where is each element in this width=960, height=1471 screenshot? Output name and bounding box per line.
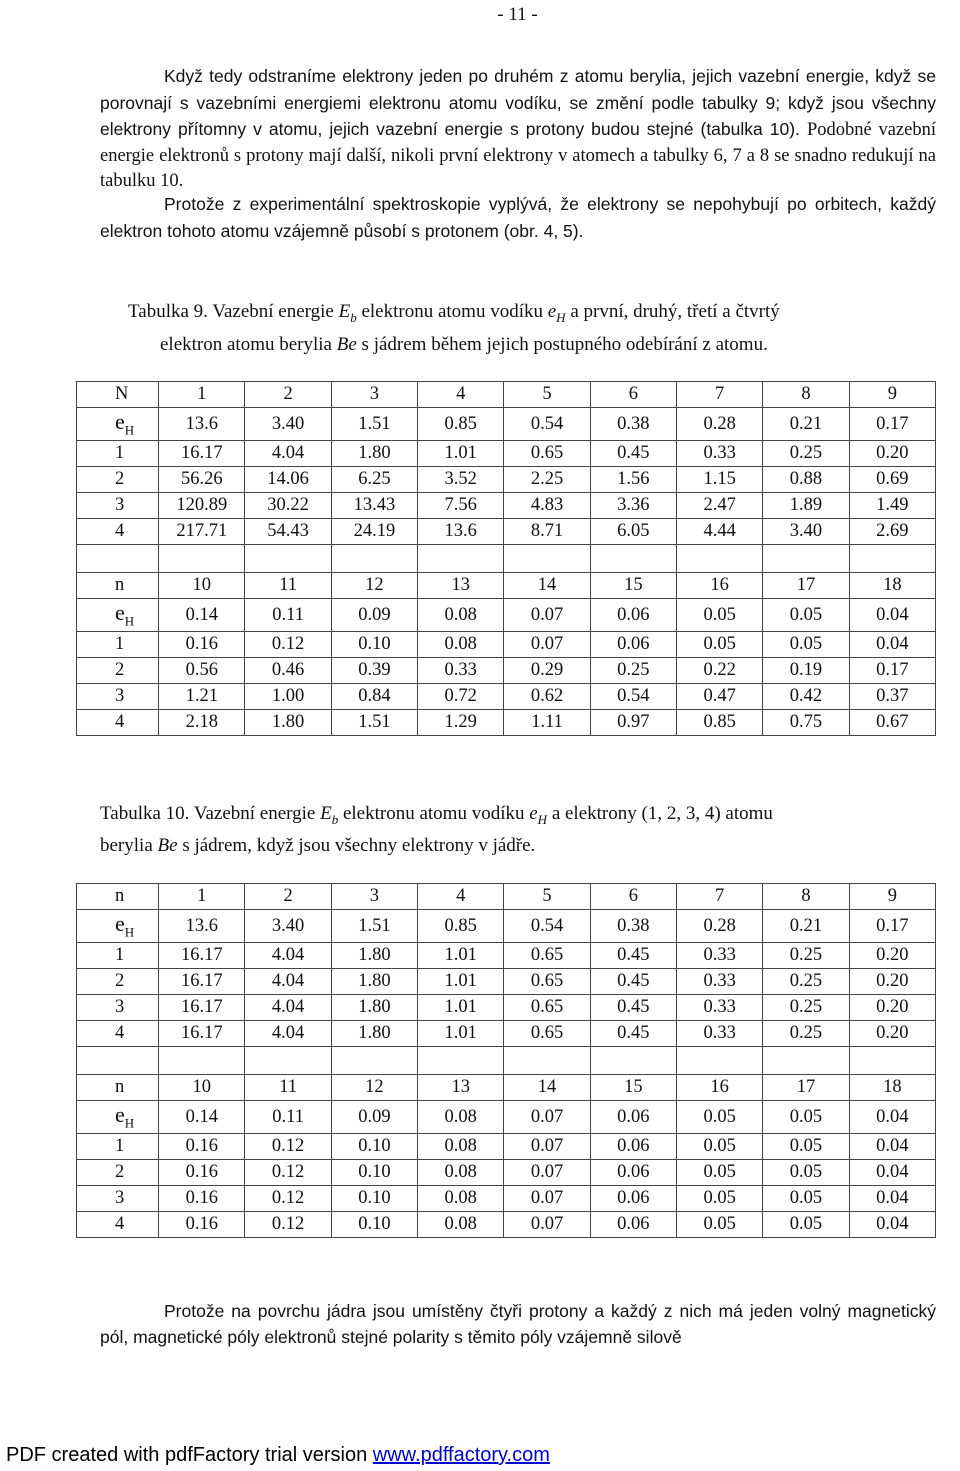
table-cell: 4.04 [245,441,331,467]
table-cell: 0.04 [849,632,935,658]
row-label-cell: 4 [77,1212,159,1238]
table-cell: 13 [418,573,504,599]
table-cell: 0.45 [590,943,676,969]
table-cell: 54.43 [245,519,331,545]
table-cell: 0.19 [763,658,849,684]
table-cell: 4 [418,884,504,910]
table-cell: 0.05 [763,1212,849,1238]
row-label-cell: 1 [77,943,159,969]
table-cell: 4.04 [245,995,331,1021]
table-cell: 0.28 [677,910,763,943]
table-cell: 4.04 [245,969,331,995]
table-cell: 1.01 [418,441,504,467]
table-cell: 13.6 [159,408,245,441]
row-label-cell: 2 [77,658,159,684]
table-cell: 10 [159,1075,245,1101]
table-cell: 0.06 [590,632,676,658]
table-row [77,943,936,969]
table-cell: 12 [331,573,417,599]
table-cell: 4.04 [245,943,331,969]
table-cell: 16.17 [159,1021,245,1047]
table-cell: 1.49 [849,493,935,519]
table-cell: 4 [418,382,504,408]
table-row [77,573,936,599]
table-cell: 0.25 [763,995,849,1021]
table-cell: 0.17 [849,910,935,943]
table-cell: 0.33 [677,943,763,969]
table-cell: 1 [159,884,245,910]
row-label-cell: 2 [77,1160,159,1186]
table-cell: 0.05 [677,1101,763,1134]
row-label-cell: 3 [77,684,159,710]
table-cell: 1.80 [245,710,331,736]
table-cell: 11 [245,1075,331,1101]
intro-paragraph-2 [100,192,936,245]
table-cell: 0.09 [331,599,417,632]
table-cell: 0.04 [849,1212,935,1238]
table-row [77,684,936,710]
table-cell: 0.25 [763,441,849,467]
table-cell: 0.04 [849,1160,935,1186]
row-label-cell: 2 [77,467,159,493]
table-cell: 0.05 [677,1134,763,1160]
table-cell: 0.05 [677,599,763,632]
table-row [77,519,936,545]
table-cell: 0.05 [763,1134,849,1160]
table-cell: 0.17 [849,658,935,684]
table-cell: 0.12 [245,632,331,658]
table-cell: 0.04 [849,1101,935,1134]
table-cell: 0.54 [504,910,590,943]
table-cell: 1.01 [418,943,504,969]
pdf-footer [6,1444,550,1467]
table-cell: 0.05 [677,1186,763,1212]
table-cell: 0.08 [418,1212,504,1238]
table-cell: 7 [677,884,763,910]
table-cell: 1.29 [418,710,504,736]
table-cell: 0.10 [331,1134,417,1160]
table-cell: 12 [331,1075,417,1101]
table-cell: 0.05 [763,1101,849,1134]
row-label-cell [77,599,159,632]
table-cell: 0.09 [331,1101,417,1134]
table-cell: 1.01 [418,1021,504,1047]
table-cell: 0.65 [504,441,590,467]
table-cell: 56.26 [159,467,245,493]
table-cell: 0.45 [590,969,676,995]
table-cell: 0.16 [159,1186,245,1212]
table-row [77,467,936,493]
table-cell: 0.20 [849,969,935,995]
table-cell: 0.07 [504,1134,590,1160]
table-cell: 1.51 [331,408,417,441]
table-cell: 0.05 [763,632,849,658]
table10-caption-line1: Tabulka 10. Vazební energie $E_b$ elektronu atomu vodíku $e_H$ a elektrony (1, 2, 3, 4) atomu [100,803,773,827]
table-cell: 18 [849,573,935,599]
table-cell: 8 [763,884,849,910]
table-cell: 0.06 [590,1212,676,1238]
table-cell: 24.19 [331,519,417,545]
table-cell: 0.04 [849,1134,935,1160]
table-cell: 0.47 [677,684,763,710]
table-cell: 15 [590,573,676,599]
table-cell: 0.25 [763,1021,849,1047]
table-cell: 8 [763,382,849,408]
table-cell: 0.06 [590,599,676,632]
table-cell: 16.17 [159,441,245,467]
eh-symbol: $e_H$ [115,911,135,940]
table-cell: 0.20 [849,995,935,1021]
table-cell: 0.07 [504,599,590,632]
table-cell: 6.25 [331,467,417,493]
table-cell: 0.05 [763,599,849,632]
table-cell: 0.16 [159,1134,245,1160]
table-cell: 0.07 [504,1186,590,1212]
table-cell: 1.01 [418,995,504,1021]
row-label-cell: n [77,573,159,599]
row-label-cell: 1 [77,1134,159,1160]
table-cell: 2.69 [849,519,935,545]
table-cell: 0.07 [504,632,590,658]
table-cell: 15 [590,1075,676,1101]
closing-text: Protože na povrchu jádra jsou umístěny čtyři protony a každý z nich má jeden volný magnetický pól, magnetické póly elektronů stejné polarity s těmito póly vzájemně silově [100,1301,936,1347]
table-cell: 0.10 [331,632,417,658]
table-cell: 0.33 [677,995,763,1021]
table-cell: 0.25 [590,658,676,684]
table-cell: 1.21 [159,684,245,710]
eh-symbol: $e_H$ [115,409,135,438]
table-cell: 0.11 [245,599,331,632]
table-cell: 5 [504,382,590,408]
table-cell: 0.67 [849,710,935,736]
table-cell: 0.07 [504,1212,590,1238]
table-cell: 3 [331,382,417,408]
row-label-cell: N [77,382,159,408]
table-cell: 217.71 [159,519,245,545]
table-row [77,910,936,943]
table-cell: 1.01 [418,969,504,995]
table-cell: 0.85 [418,408,504,441]
table-cell: 16 [677,573,763,599]
table-row [77,658,936,684]
table-cell: 0.20 [849,943,935,969]
table-cell: 0.29 [504,658,590,684]
table-cell: 0.06 [590,1160,676,1186]
intro-paragraph-1 [100,64,936,195]
row-label-cell: 3 [77,1186,159,1212]
table-cell: 0.45 [590,441,676,467]
table-cell: 3.40 [763,519,849,545]
table-cell: 6.05 [590,519,676,545]
table-cell: 2.47 [677,493,763,519]
table-row [77,1134,936,1160]
table-cell: 0.16 [159,1160,245,1186]
table-cell: 9 [849,884,935,910]
footer-link[interactable]: www.pdffactory.com [372,1444,550,1466]
table-row [77,632,936,658]
table-cell: 0.33 [418,658,504,684]
table-cell: 16.17 [159,995,245,1021]
table-cell: 0.05 [763,1186,849,1212]
table-cell: 1.51 [331,710,417,736]
table-cell: 0.06 [590,1134,676,1160]
table-cell: 1.89 [763,493,849,519]
table-cell: 0.07 [504,1160,590,1186]
table-cell: 18 [849,1075,935,1101]
table-cell: 0.37 [849,684,935,710]
table-cell: 1.80 [331,441,417,467]
table-cell: 0.45 [590,995,676,1021]
table-row [77,382,936,408]
footer-text: PDF created with pdfFactory trial version [6,1444,373,1466]
table-cell: 5 [504,884,590,910]
table-row [77,493,936,519]
table-cell: 0.04 [849,599,935,632]
table10-caption-line2: berylia Be s jádrem, když jsou všechny elektrony v jádře. [100,835,536,856]
table-cell: 1.56 [590,467,676,493]
table-cell: 0.12 [245,1186,331,1212]
table-cell: 0.33 [677,441,763,467]
table-cell: 0.17 [849,408,935,441]
intro-text-sans-a: Když tedy odstraníme elektrony jeden po druhém z atomu berylia, jejich vazební energie, když se porovnají s vazebními energiemi elektronu atomu vodíku, se změní podle tabulky 9; když jsou všechny elektrony přítomny v atomu, jejich vazební energie s protony budou stejné (tabulka 10). [100,66,936,139]
table-cell: 2.18 [159,710,245,736]
table-cell: 1.80 [331,995,417,1021]
table-cell: 1.00 [245,684,331,710]
table-cell: 3 [331,884,417,910]
table-cell: 0.25 [763,943,849,969]
table-cell: 11 [245,573,331,599]
table-cell: 0.08 [418,1160,504,1186]
table9-caption-line2: elektron atomu berylia Be s jádrem během jejich postupného odebírání z atomu. [160,334,768,355]
table-cell: 0.08 [418,599,504,632]
row-label-cell [77,910,159,943]
table-cell: 0.75 [763,710,849,736]
table-cell: 13.43 [331,493,417,519]
table-cell: 9 [849,382,935,408]
table-cell: 0.72 [418,684,504,710]
table-cell: 0.20 [849,1021,935,1047]
row-label-cell: 3 [77,995,159,1021]
intro-text-serif-b: Podobné vazební energie elektronů s protony mají další, nikoli první elektrony v atomech a tabulky 6, 7 a 8 se snadno redukují na tabulku 10. [100,120,936,191]
eh-symbol: $e_H$ [115,600,135,629]
table-cell: 0.16 [159,632,245,658]
table-cell: 0.84 [331,684,417,710]
table-cell: 0.08 [418,632,504,658]
table-cell: 14.06 [245,467,331,493]
table-cell: 2 [245,884,331,910]
table-cell: 0.39 [331,658,417,684]
table-row [77,441,936,467]
table-cell: 0.28 [677,408,763,441]
table-cell: 7.56 [418,493,504,519]
row-label-cell: 4 [77,710,159,736]
table-row [77,884,936,910]
table-cell: 0.65 [504,995,590,1021]
row-label-cell: 4 [77,519,159,545]
table-cell: 14 [504,1075,590,1101]
table-cell: 14 [504,573,590,599]
table-row [77,1212,936,1238]
table-cell: 0.85 [677,710,763,736]
table-cell: 0.11 [245,1101,331,1134]
table-cell: 1.15 [677,467,763,493]
table-cell: 1 [159,382,245,408]
table-row [77,1160,936,1186]
table-cell: 1.51 [331,910,417,943]
table9-caption-line1: Tabulka 9. Vazební energie $E_b$ elektronu atomu vodíku $e_H$ a první, druhý, třetí a čtvrtý [128,301,780,325]
table-cell: 0.33 [677,969,763,995]
table-cell: 0.88 [763,467,849,493]
table-cell: 2 [245,382,331,408]
table-cell: 0.38 [590,910,676,943]
table-cell: 0.54 [590,684,676,710]
row-label-cell [77,408,159,441]
table-cell: 4.83 [504,493,590,519]
table-row [77,1186,936,1212]
table-cell: 4.44 [677,519,763,545]
intro-text-2: Protože z experimentální spektroskopie vyplývá, že elektrony se nepohybují po orbitech, každý elektron tohoto atomu vzájemně působí s protonem (obr. 4, 5). [100,194,936,241]
table-cell: 0.05 [677,1160,763,1186]
table-cell: 0.05 [763,1160,849,1186]
table-cell: 3.40 [245,910,331,943]
table-cell: 0.14 [159,599,245,632]
table-cell: 0.62 [504,684,590,710]
table-cell: 7 [677,382,763,408]
table-cell: 0.46 [245,658,331,684]
table-cell: 0.33 [677,1021,763,1047]
row-label-cell: 1 [77,441,159,467]
table-cell: 16.17 [159,943,245,969]
table-cell: 3.52 [418,467,504,493]
table-cell: 0.06 [590,1101,676,1134]
table-cell: 0.10 [331,1160,417,1186]
table-cell: 0.97 [590,710,676,736]
table-cell: 0.20 [849,441,935,467]
table-cell: 0.05 [677,1212,763,1238]
row-label-cell: n [77,884,159,910]
table-cell: 17 [763,1075,849,1101]
row-label-cell: n [77,1075,159,1101]
table-cell: 13.6 [159,910,245,943]
table-cell: 16 [677,1075,763,1101]
table-cell: 0.21 [763,910,849,943]
table-cell: 0.65 [504,1021,590,1047]
table-cell: 0.08 [418,1134,504,1160]
table-cell: 1.80 [331,969,417,995]
table-cell: 0.25 [763,969,849,995]
table-cell: 3.36 [590,493,676,519]
table-row [77,408,936,441]
table-spacer-row [77,1047,936,1075]
table-cell: 1.80 [331,943,417,969]
table-cell: 0.10 [331,1212,417,1238]
table-cell: 0.65 [504,943,590,969]
row-label-cell [77,1101,159,1134]
table-cell: 0.16 [159,1212,245,1238]
table-cell: 0.05 [677,632,763,658]
table-cell: 6 [590,382,676,408]
eh-symbol: $e_H$ [115,1102,135,1131]
table-cell: 0.12 [245,1134,331,1160]
table-row [77,1021,936,1047]
table-cell: 120.89 [159,493,245,519]
table-cell: 0.22 [677,658,763,684]
table-cell: 0.06 [590,1186,676,1212]
table-row [77,599,936,632]
row-label-cell: 1 [77,632,159,658]
table-cell: 0.08 [418,1186,504,1212]
table-cell: 1.80 [331,1021,417,1047]
row-label-cell: 4 [77,1021,159,1047]
table-cell: 4.04 [245,1021,331,1047]
table-cell: 0.65 [504,969,590,995]
table-cell: 8.71 [504,519,590,545]
table-row [77,1101,936,1134]
table-cell: 0.14 [159,1101,245,1134]
table-cell: 0.07 [504,1101,590,1134]
table-row [77,1075,936,1101]
table-cell: 0.45 [590,1021,676,1047]
table-cell: 0.04 [849,1186,935,1212]
row-label-cell: 3 [77,493,159,519]
table-cell: 1.11 [504,710,590,736]
table-cell: 0.12 [245,1212,331,1238]
table-cell: 17 [763,573,849,599]
table-cell: 0.10 [331,1186,417,1212]
table-cell: 6 [590,884,676,910]
table10 [76,883,936,1238]
closing-paragraph [100,1299,936,1350]
table-cell: 13 [418,1075,504,1101]
table-cell: 13.6 [418,519,504,545]
table-row [77,969,936,995]
table-cell: 3.40 [245,408,331,441]
table-cell: 16.17 [159,969,245,995]
table-row [77,710,936,736]
table-cell: 0.08 [418,1101,504,1134]
table-cell: 0.56 [159,658,245,684]
table-cell: 0.21 [763,408,849,441]
table-cell: 0.42 [763,684,849,710]
table-row [77,995,936,1021]
table-cell: 0.54 [504,408,590,441]
page-number: - 11 - [497,4,538,25]
table-spacer-row [77,545,936,573]
table-cell: 0.38 [590,408,676,441]
table-cell: 10 [159,573,245,599]
table-cell: 2.25 [504,467,590,493]
table-cell: 0.85 [418,910,504,943]
table9 [76,381,936,736]
table-cell: 0.12 [245,1160,331,1186]
table-cell: 0.69 [849,467,935,493]
row-label-cell: 2 [77,969,159,995]
table-cell: 30.22 [245,493,331,519]
